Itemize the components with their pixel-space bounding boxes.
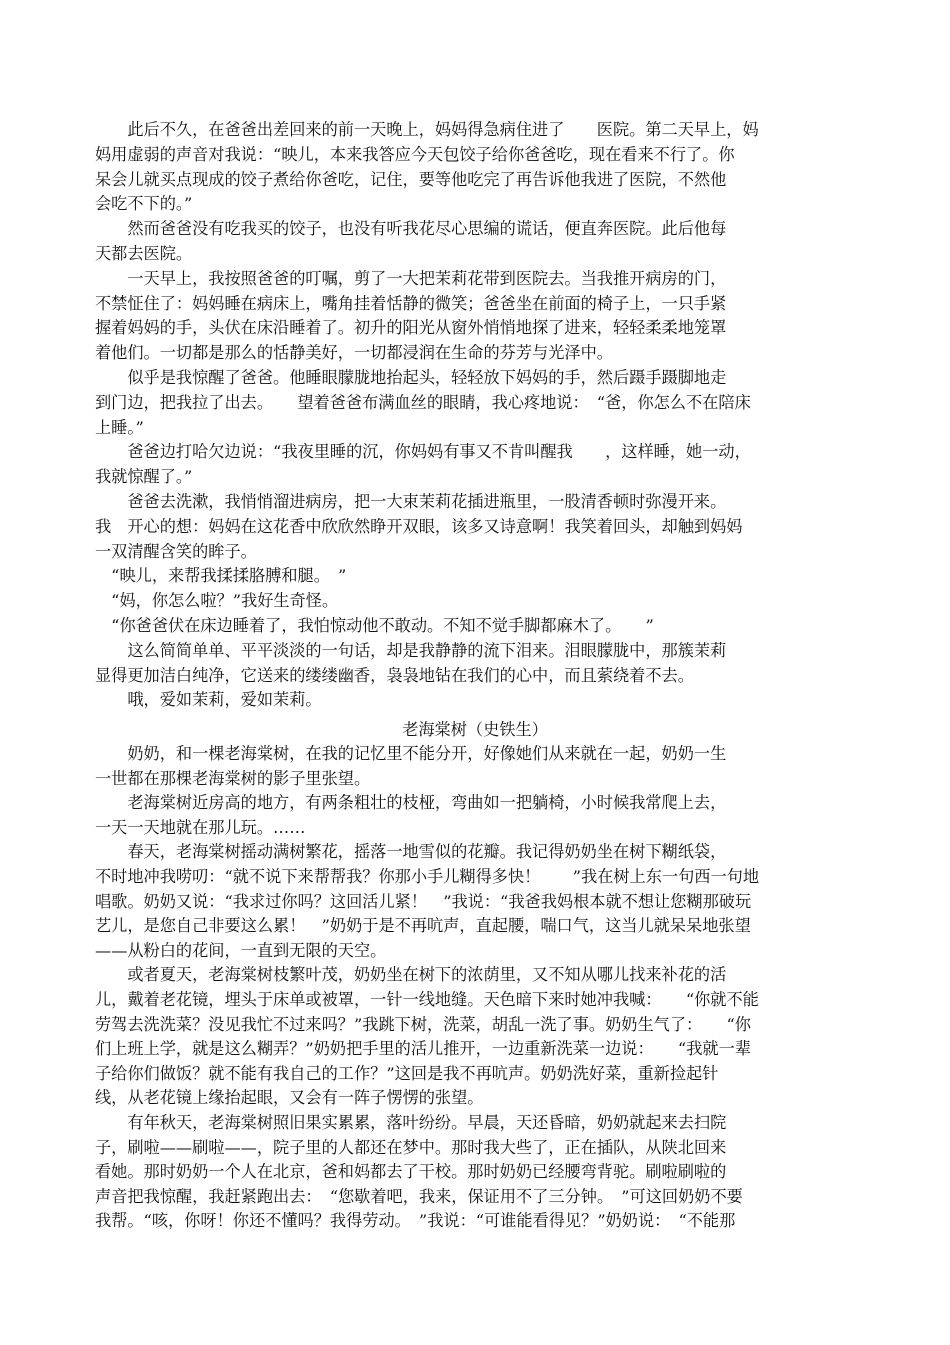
text-line: 一双清醒含笑的眸子。: [95, 541, 257, 561]
text-line: 唱歌。奶奶又说：“我求过你吗？这回活儿紧！ ”我说：“我爸我妈根本就不想让您糊那破玩: [95, 891, 752, 911]
text-line: 们上班上学，就是这么糊弄？”奶奶把手里的活儿推开，一边重新洗菜一边说： “我就一辈: [95, 1039, 751, 1059]
text-line: 儿，戴着老花镜，埋头于床单或被罩，一针一线地缝。天色暗下来时她冲我喊： “你就不能: [95, 990, 759, 1009]
text-line: 劳驾去洗洗菜？没见我忙不过来吗？”我跳下树，洗菜，胡乱一洗了事。奶奶生气了： “你: [95, 1014, 751, 1034]
section-title: 老海棠树（史铁生）: [402, 720, 548, 739]
text-line: 着他们。一切都是那么的恬静美好，一切都浸润在生命的芬芳与光泽中。: [95, 343, 613, 363]
text-line: 有年秋天，老海棠树照旧果实累累，落叶纷纷。早晨，天还昏暗，奶奶就起来去扫院: [95, 1113, 727, 1132]
text-line: 这么简简单单、平平淡淡的一句话，却是我静静的流下泪来。泪眼朦胧中，那簇茉莉: [95, 640, 727, 660]
text-line: ——从粉白的花间，一直到无限的天空。: [95, 940, 387, 960]
text-line: 天都去医院。: [95, 244, 193, 263]
text-line: 到门边，把我拉了出去。 望着爸爸布满血丝的眼睛，我心疼地说： “爸，你怎么不在陪床: [95, 392, 751, 412]
text-line: 看她。那时奶奶一个人在北京，爸和妈都去了干校。那时奶奶已经腰弯背驼。刷啦刷啦的: [95, 1162, 727, 1182]
text-line: 我帮。“咳，你呀！你还不懂吗？我得劳动。 ”我说：“可谁能看得见？”奶奶说： “不能那: [95, 1211, 736, 1231]
text-line: 艺儿，是您自己非要这么累！ ”奶奶于是不再吭声，直起腰，喘口气，这当儿就呆呆地张望: [95, 916, 751, 936]
text-line: 一天一天地就在那儿玩。……: [95, 817, 306, 837]
text-line: 我就惊醒了。”: [95, 467, 193, 487]
text-line: 爸爸去洗漱，我悄悄溜进病房，把一大束茉莉花插进瓶里，一股清香顿时弥漫开来。: [95, 492, 727, 511]
text-line: 握着妈妈的手，头伏在床沿睡着了。初升的阳光从窗外悄悄地探了进来，轻轻柔柔地笼罩: [95, 318, 727, 338]
text-line: 线，从老花镜上缘抬起眼，又会有一阵子愣愣的张望。: [95, 1088, 484, 1108]
text-line: 妈用虚弱的声音对我说：“映儿，本来我答应今天包饺子给你爸爸吃，现在看来不行了。你: [95, 144, 735, 164]
text-line: 然而爸爸没有吃我买的饺子，也没有听我花尽心思编的谎话，便直奔医院。此后他每: [95, 219, 727, 239]
text-line: 声音把我惊醒，我赶紧跑出去： “您歇着吧，我来，保证用不了三分钟。 ”可这回奶奶不要: [95, 1186, 743, 1206]
text-line: 子，刷啦——刷啦——，院子里的人都还在梦中。那时我大些了，正在插队，从陕北回来: [95, 1137, 727, 1157]
text-line: 或者夏天，老海棠树枝繁叶茂，奶奶坐在树下的浓荫里，又不知从哪儿找来补花的活: [95, 965, 727, 985]
text-line: 春天，老海棠树摇动满树繁花，摇落一地雪似的花瓣。我记得奶奶坐在树下糊纸袋，: [95, 842, 727, 862]
text-line: 上睡。”: [95, 417, 144, 437]
text-line: 一世都在那棵老海棠树的影子里张望。: [95, 768, 371, 788]
text-line: 显得更加洁白纯净，它送来的缕缕幽香，袅袅地钻在我们的心中，而且萦绕着不去。: [95, 665, 694, 685]
text-line: 不禁怔住了：妈妈睡在病床上，嘴角挂着恬静的微笑；爸爸坐在前面的椅子上，一只手紧: [95, 293, 727, 313]
text-line: 我 开心的想：妈妈在这花香中欣欣然睁开双眼，该多又诗意啊！我笑着回头，却触到妈妈: [95, 516, 743, 536]
text-line: 哦，爱如茉莉，爱如茉莉。: [95, 690, 322, 710]
text-line: 一天早上，我按照爸爸的叮嘱，剪了一大把茉莉花带到医院去。当我推开病房的门，: [95, 268, 727, 288]
text-line: 呆会儿就买点现成的饺子煮给你爸吃，记住，要等他吃完了再告诉他我进了医院，不然他: [95, 169, 727, 189]
text-line: 会吃不下的。”: [95, 194, 193, 214]
text-line: 奶奶，和一棵老海棠树，在我的记忆里不能分开，好像她们从来就在一起，奶奶一生: [95, 744, 727, 763]
text-line: “映儿，来帮我揉揉胳膊和腿。 ”: [95, 566, 347, 586]
text-line: 爸爸边打哈欠边说：“我夜里睡的沉，你妈妈有事又不肯叫醒我 ，这样睡，她一动，: [95, 442, 751, 462]
text-line: 不时地冲我唠叨：“就不说下来帮帮我？你那小手儿糊得多快！ ”我在树上东一句西一句地: [95, 867, 760, 886]
text-line: “你爸爸伏在床边睡着了，我怕惊动他不敢动。不知不觉手脚都麻木了。 ”: [95, 616, 654, 635]
text-line: 子给你们做饭？就不能有我自己的工作？”这回是我不再吭声。奶奶洗好菜，重新捡起针: [95, 1063, 719, 1083]
text-line: 似乎是我惊醒了爸爸。他睡眼朦胧地抬起头，轻轻放下妈妈的手，然后蹑手蹑脚地走: [95, 368, 727, 387]
text-line: “妈，你怎么啦？”我好生奇怪。: [95, 591, 339, 611]
text-line: 此后不久，在爸爸出差回来的前一天晚上，妈妈得急病住进了 医院。第二天早上，妈: [95, 120, 759, 139]
text-line: 老海棠树近房高的地方，有两条粗壮的枝桠，弯曲如一把躺椅，小时候我常爬上去，: [95, 793, 727, 813]
